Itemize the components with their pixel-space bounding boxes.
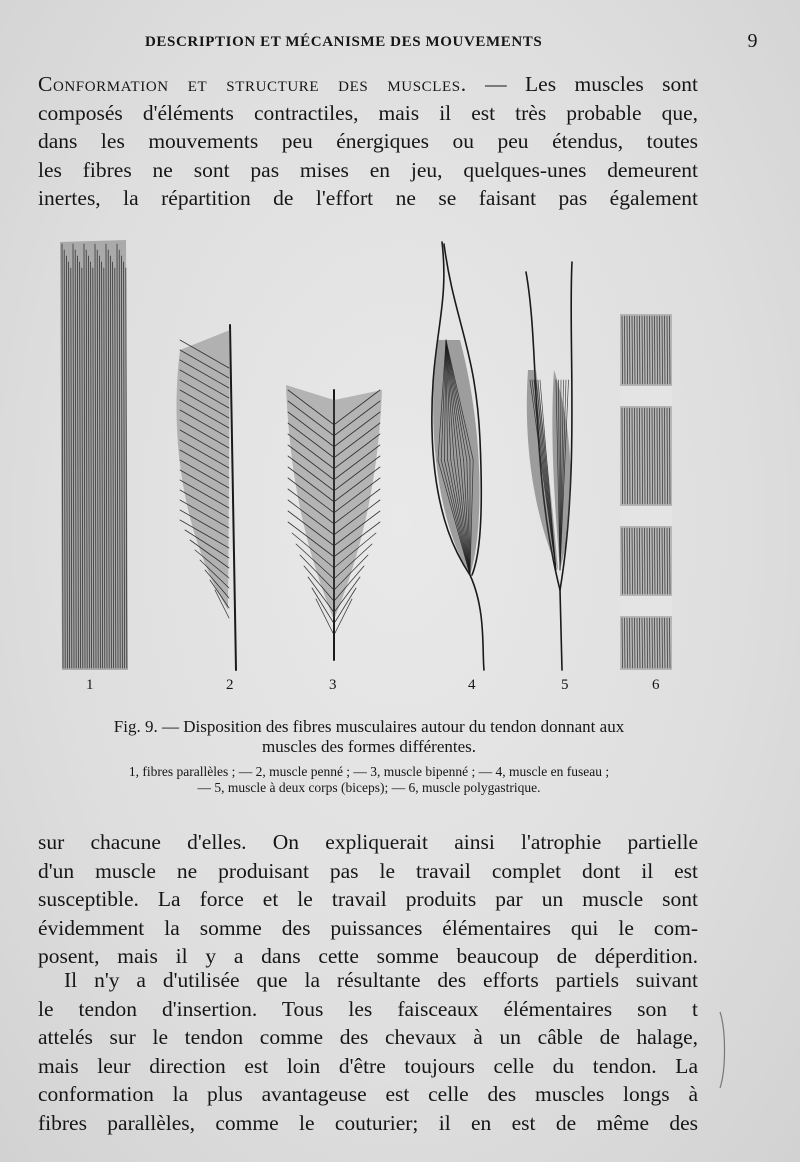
muscle-penniform [176,325,236,670]
muscle-illustrations [40,230,720,700]
figure-legend [38,764,700,796]
text-line: posent, mais il y a dans cette somme beaucoup de déperdition. [38,944,698,968]
text-line: attelés sur le tendon comme des chevaux à un câble de halage, [38,1025,698,1049]
text-line: les fibres ne sont pas mises en jeu, quelques-unes demeurent [38,157,698,182]
text-line: d'un muscle ne produisant pas le travail complet dont il est [38,858,698,883]
muscle-fusiform [432,242,484,670]
page-number: 9 [747,30,758,52]
muscle-bipenniform [286,385,382,660]
figure-number-5: 5 [561,677,569,693]
figure-number-2: 2 [226,677,234,693]
muscle-parallel-fibres [60,240,128,670]
caption-line: muscles des formes différentes. [261,737,476,756]
legend-line: — 5, muscle à deux corps (biceps); — 6, muscle polygastrique. [197,780,541,795]
text-line: inertes, la répartition de l'effort ne se faisant pas également [38,186,698,210]
paragraph-muscle-structure [38,70,698,213]
text-line: mais leur direction est loin d'être toujours celle du tendon. La [38,1053,698,1078]
muscle-polygastric [620,314,672,670]
text-line: conformation la plus avantageuse est celle des muscles longs à [38,1082,698,1106]
text-line: dans les mouvements peu énergiques ou peu étendus, toutes [38,129,698,153]
text-line: Conformation et structure des muscles. — Les muscles sont [38,72,699,96]
muscle-two-headed [526,262,572,670]
paragraph-tendon [38,966,698,1137]
text-line: le tendon d'insertion. Tous les faisceaux élémentaires son t [38,996,698,1021]
text-line: Il n'y a d'utilisée que la résultante des efforts partiels suivant [64,968,698,992]
figure-number-3: 3 [329,677,337,693]
figure-number-1: 1 [86,677,94,693]
text-line: fibres parallèles, comme le couturier; il en est de même des [38,1110,698,1135]
section-heading: Conformation et structure des muscles. [38,72,467,96]
figure-caption [38,717,700,757]
running-title: DESCRIPTION ET MÉCANISME DES MOUVEMENTS [145,34,543,50]
paragraph-atrophy [38,828,698,971]
page-header [40,30,760,56]
caption-line: Fig. 9. — Disposition des fibres musculaires autour du tendon donnant aux [113,717,625,736]
text-line: sur chacune d'elles. On expliquerait ainsi l'atrophie partielle [38,830,698,854]
text-line: évidemment la somme des puissances élémentaires qui le com- [38,915,698,940]
margin-pencil-mark [716,1010,732,1090]
text-line: composés d'éléments contractiles, mais il est très probable que, [38,100,698,125]
legend-line: 1, fibres parallèles ; — 2, muscle penné ; — 3, muscle bipenné ; — 4, muscle en fuseau ; [128,764,610,779]
figure-number-6: 6 [652,677,660,693]
text-line: susceptible. La force et le travail produits par un muscle sont [38,887,698,911]
figure-number-4: 4 [468,677,476,693]
figure-9-muscle-fibres [40,230,720,710]
